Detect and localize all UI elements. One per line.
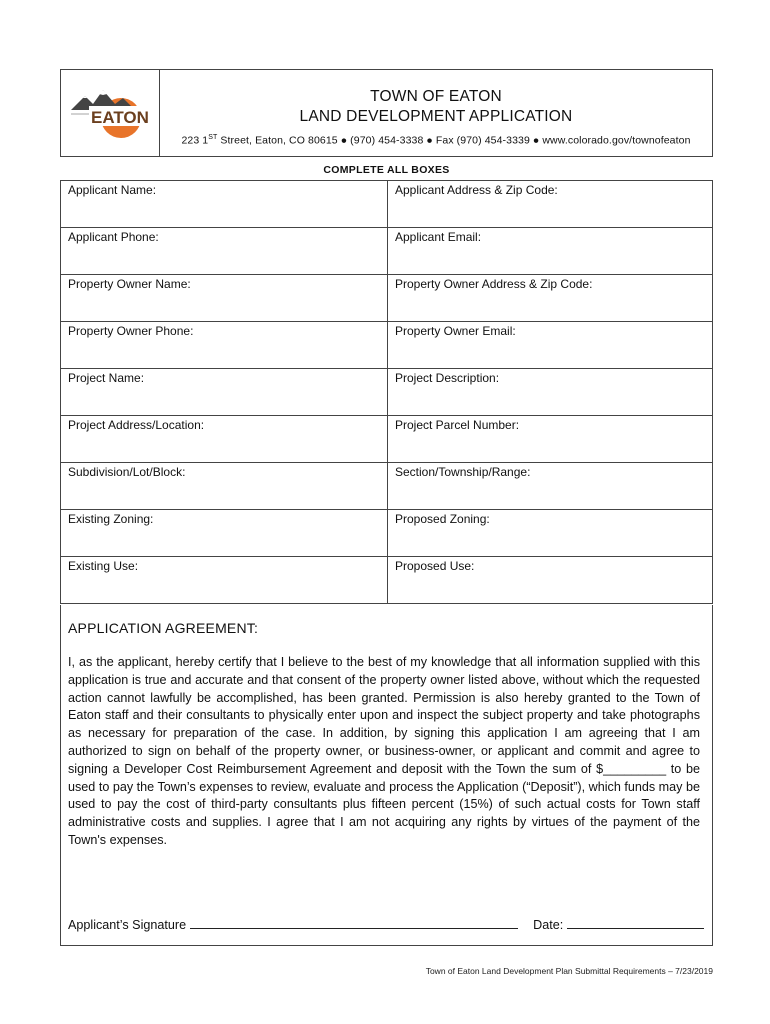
existing-use-field[interactable]: Existing Use: — [61, 557, 388, 604]
logo-cell — [61, 70, 160, 156]
applicant-name-field[interactable]: Applicant Name: — [61, 181, 388, 228]
agreement-box — [60, 605, 713, 946]
applicant-phone-field[interactable]: Applicant Phone: — [61, 228, 388, 275]
instruction-heading: COMPLETE ALL BOXES — [323, 164, 450, 176]
date-label: Date: — [533, 918, 564, 932]
agreement-text: I, as the applicant, hereby certify that I believe to the best of my knowledge that all information supplied with this application is true and accurate and that consent of the property owner listed above, without which the requested action cannot lawfully be accomplished, has been granted. Permission is also hereby granted to the Town of Eaton staff and their consultants to physically enter upon and inspect the subject property and take photographs as necessary for preparation of the case. In addition, by signing this application I am agreeing that I am authorized to sign on behalf of the property owner, or business-owner, or applicant and commit and agree to signing a Developer Cost Reimbursement Agreement and deposit with the Town the sum of $_________ to be used to pay the Town’s expenses to review, evaluate and process the Application (“Deposit”), which funds may be used to pay the cost of third-party consultants plus fifteen percent (15%) of such actual costs for Town staff administrative costs and supplies. I agree that I am not acquiring any rights by virtues of the payment of the Town's expenses. — [68, 655, 700, 847]
existing-zoning-field[interactable]: Existing Zoning: — [61, 510, 388, 557]
fields-table — [60, 180, 713, 604]
field-row — [61, 369, 713, 416]
contact-line — [160, 134, 712, 147]
title-cell — [160, 70, 712, 156]
signature-row — [68, 916, 704, 932]
owner-email-field[interactable]: Property Owner Email: — [388, 322, 713, 369]
project-address-field[interactable]: Project Address/Location: — [61, 416, 388, 463]
owner-phone-field[interactable]: Property Owner Phone: — [61, 322, 388, 369]
section-township-range-field[interactable]: Section/Township/Range: — [388, 463, 713, 510]
proposed-use-field[interactable]: Proposed Use: — [388, 557, 713, 604]
field-row — [61, 228, 713, 275]
field-row — [61, 416, 713, 463]
field-row — [61, 181, 713, 228]
parcel-number-field[interactable]: Project Parcel Number: — [388, 416, 713, 463]
address-rest: Street, Eaton, CO 80615 ● (970) 454-3338 ● Fax (970) 454-3339 ● www.colorado.gov/townofeaton — [217, 134, 691, 147]
field-row — [61, 463, 713, 510]
logo-text: EATON — [91, 108, 149, 127]
field-row — [61, 510, 713, 557]
owner-address-field[interactable]: Property Owner Address & Zip Code: — [388, 275, 713, 322]
field-row — [61, 557, 713, 604]
owner-name-field[interactable]: Property Owner Name: — [61, 275, 388, 322]
applicant-address-field[interactable]: Applicant Address & Zip Code: — [388, 181, 713, 228]
signature-label: Applicant’s Signature — [68, 918, 187, 932]
proposed-zoning-field[interactable]: Proposed Zoning: — [388, 510, 713, 557]
town-logo — [69, 84, 153, 140]
town-title: TOWN OF EATON — [370, 88, 502, 105]
applicant-email-field[interactable]: Applicant Email: — [388, 228, 713, 275]
project-name-field[interactable]: Project Name: — [61, 369, 388, 416]
application-title: LAND DEVELOPMENT APPLICATION — [299, 108, 573, 125]
project-description-field[interactable]: Project Description: — [388, 369, 713, 416]
address-prefix: 223 1 — [181, 134, 209, 147]
signature-line[interactable] — [190, 916, 518, 929]
agreement-title: APPLICATION AGREEMENT: — [68, 620, 259, 636]
date-line[interactable] — [567, 916, 704, 929]
field-row — [61, 322, 713, 369]
address-sup: ST — [208, 134, 218, 141]
footer-text: Town of Eaton Land Development Plan Submittal Requirements – 7/23/2019 — [425, 966, 713, 976]
field-row — [61, 275, 713, 322]
subdivision-field[interactable]: Subdivision/Lot/Block: — [61, 463, 388, 510]
header-box — [60, 69, 713, 157]
